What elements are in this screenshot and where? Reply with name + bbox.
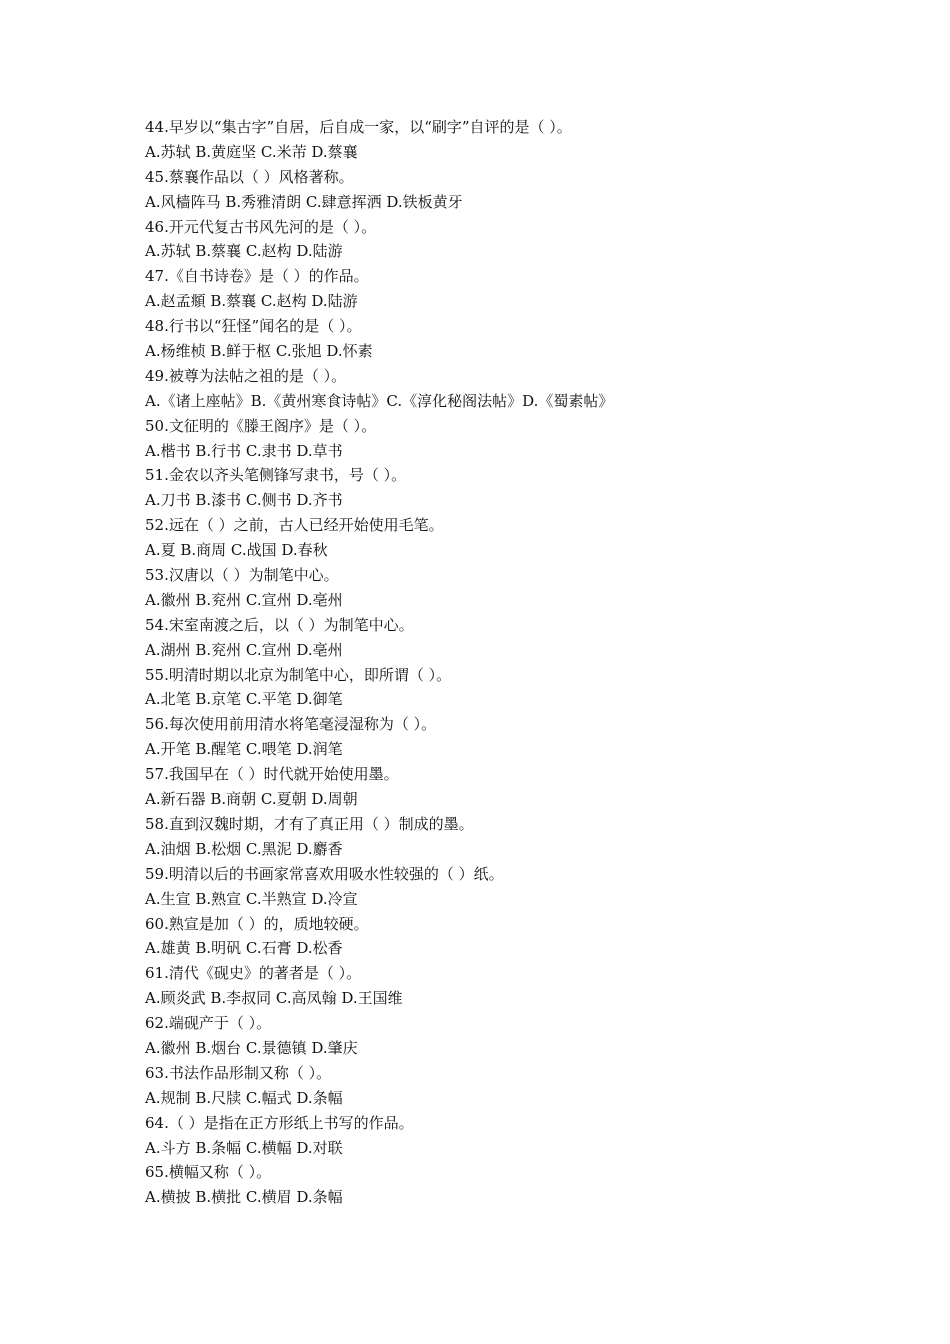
answer-options: A.雄黄 B.明矾 C.石膏 D.松香 <box>145 939 343 958</box>
answer-options: A.杨维桢 B.鲜于枢 C.张旭 D.怀素 <box>145 342 373 361</box>
question-text: 54.宋室南渡之后，以（ ）为制笔中心。 <box>145 615 414 634</box>
answer-options: A.斗方 B.条幅 C.横幅 D.对联 <box>145 1138 343 1157</box>
question-text: 50.文征明的《滕王阁序》是（ ）。 <box>145 416 377 435</box>
answer-options: A.新石器 B.商朝 C.夏朝 D.周朝 <box>145 790 358 809</box>
question-text: 45.蔡襄作品以（ ）风格著称。 <box>145 167 354 186</box>
question-text: 49.被尊为法帖之祖的是（ ）。 <box>145 366 347 385</box>
question-text: 47.《自书诗卷》是（ ）的作品。 <box>145 267 369 286</box>
question-text: 44.早岁以“集古字”自居，后自成一家，以“刷字”自评的是（ ）。 <box>145 118 572 136</box>
answer-options: A.顾炎武 B.李叔同 C.高凤翰 D.王国维 <box>145 989 403 1008</box>
answer-options: A.楷书 B.行书 C.隶书 D.草书 <box>145 441 343 460</box>
question-text: 62.端砚产于（ ）。 <box>145 1014 272 1033</box>
answer-options: A.油烟 B.松烟 C.黑泥 D.麝香 <box>145 839 343 858</box>
question-text: 51.金农以齐头笔侧锋写隶书，号（ ）。 <box>145 466 407 485</box>
question-text: 53.汉唐以（ ）为制笔中心。 <box>145 566 339 585</box>
question-text: 55.明清时期以北京为制笔中心，即所谓（ ）。 <box>145 665 452 684</box>
question-text: 57.我国早在（ ）时代就开始使用墨。 <box>145 765 399 784</box>
answer-options: A.风樯阵马 B.秀雅清朗 C.肆意挥洒 D.铁板黄牙 <box>145 192 463 211</box>
answer-options: A.规制 B.尺牍 C.幅式 D.条幅 <box>145 1088 343 1107</box>
answer-options: A.夏 B.商周 C.战国 D.春秋 <box>145 541 328 560</box>
question-text: 48.行书以“狂怪”闻名的是（ ）。 <box>145 317 362 336</box>
answer-options: A.湖州 B.兖州 C.宣州 D.亳州 <box>145 640 343 659</box>
question-text: 60.熟宣是加（ ）的，质地较硬。 <box>145 914 369 933</box>
question-text: 56.每次使用前用清水将笔毫浸湿称为（ ）。 <box>145 715 437 734</box>
answer-options: A.生宣 B.熟宣 C.半熟宣 D.冷宣 <box>145 889 358 908</box>
question-text: 58.直到汉魏时期，才有了真正用（ ）制成的墨。 <box>145 814 474 833</box>
question-text: 61.清代《砚史》的著者是（ ）。 <box>145 964 362 983</box>
answer-options: A.徽州 B.烟台 C.景德镇 D.肇庆 <box>145 1038 358 1057</box>
question-text: 46.开元代复古书风先河的是（ ）。 <box>145 217 377 236</box>
answer-options: A.徽州 B.兖州 C.宣州 D.亳州 <box>145 590 343 609</box>
answer-options: A.横披 B.横批 C.横眉 D.条幅 <box>145 1188 343 1207</box>
question-text: 59.明清以后的书画家常喜欢用吸水性较强的（ ）纸。 <box>145 864 504 883</box>
answer-options: A.北笔 B.京笔 C.平笔 D.御笔 <box>145 690 343 709</box>
answer-options: A.《诸上座帖》B.《黄州寒食诗帖》C.《淳化秘阁法帖》D.《蜀素帖》 <box>145 391 614 410</box>
question-list <box>145 115 905 1210</box>
answer-options: A.开笔 B.醒笔 C.喂笔 D.润笔 <box>145 740 343 759</box>
question-text: 52.远在（ ）之前，古人已经开始使用毛笔。 <box>145 516 444 535</box>
answer-options: A.苏轼 B.蔡襄 C.赵构 D.陆游 <box>145 242 343 261</box>
question-text: 63.书法作品形制又称（ ）。 <box>145 1063 332 1082</box>
answer-options: A.苏轼 B.黄庭坚 C.米芾 D.蔡襄 <box>145 142 358 161</box>
answer-options: A.刀书 B.漆书 C.侧书 D.齐书 <box>145 491 343 510</box>
question-text: 65.横幅又称（ ）。 <box>145 1163 272 1182</box>
question-text: 64.（ ）是指在正方形纸上书写的作品。 <box>145 1113 414 1132</box>
answer-options: A.赵孟頫 B.蔡襄 C.赵构 D.陆游 <box>145 292 358 311</box>
